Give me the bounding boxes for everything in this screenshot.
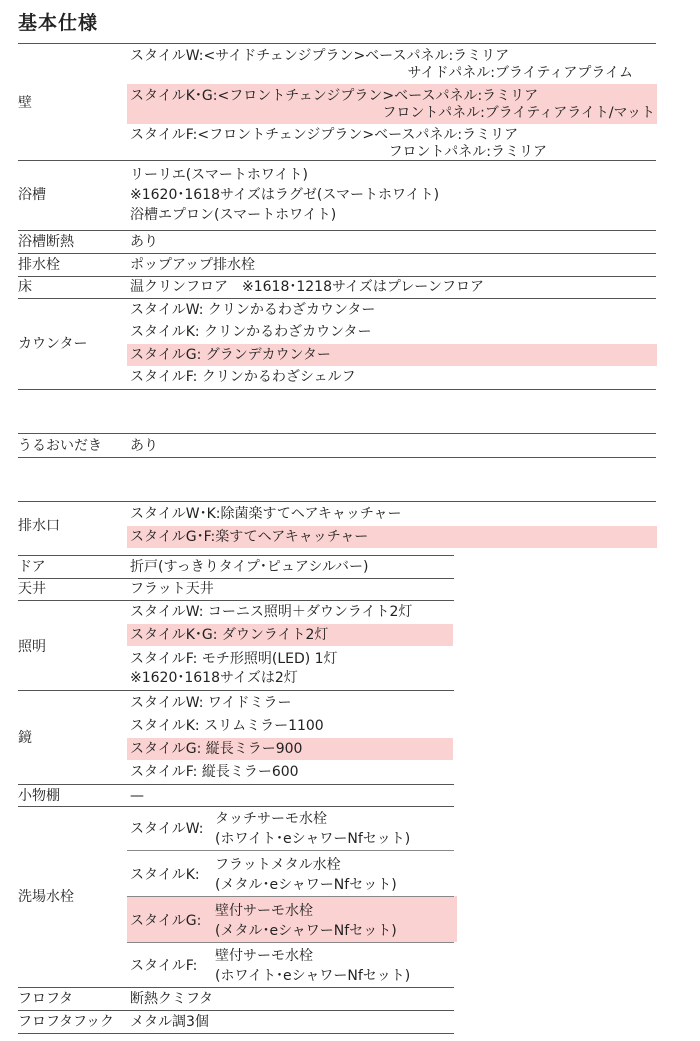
row-divider	[18, 600, 454, 601]
faucet-g-style: スタイルG:	[130, 913, 202, 929]
faucet-k-line2: (メタル･eシャワーNfセット)	[215, 877, 397, 893]
row-divider	[18, 1033, 454, 1034]
faucet-f-line2: (ホワイト･eシャワーNfセット)	[215, 968, 411, 984]
lid-hook-value: メタル調3個	[130, 1014, 209, 1030]
row-divider	[18, 578, 454, 579]
wall-label: 壁	[18, 95, 32, 111]
row-divider	[18, 457, 656, 458]
wall-w-line1: スタイルW:<サイドチェンジプラン>ベースパネル:ラミリア	[130, 48, 510, 64]
lid-label: フロフタ	[18, 991, 74, 1007]
lighting-w: スタイルW: コーニス照明＋ダウンライト2灯	[130, 604, 413, 620]
faucet-sub-divider	[127, 942, 454, 943]
lighting-kg: スタイルK･G: ダウンライト2灯	[130, 627, 329, 643]
row-divider	[18, 230, 656, 231]
mirror-f: スタイルF: 縦長ミラー600	[130, 764, 299, 780]
lighting-f1: スタイルF: モチ形照明(LED) 1灯	[130, 651, 338, 667]
row-divider	[18, 298, 656, 299]
row-divider	[18, 1010, 454, 1011]
floor-value: 温クリンフロア ※1618･1218サイズはプレーンフロア	[130, 279, 485, 295]
row-divider	[18, 690, 454, 691]
moisture-label: うるおいだき	[18, 438, 102, 454]
lid-value: 断熱クミフタ	[130, 991, 214, 1007]
mirror-k: スタイルK: スリムミラー1100	[130, 718, 324, 734]
ceiling-value: フラット天井	[130, 581, 214, 597]
bathtub-label: 浴槽	[18, 187, 46, 203]
insulation-value: あり	[130, 234, 158, 250]
shelf-value: —	[130, 788, 144, 804]
bathtub-line3: 浴槽エプロン(スマートホワイト)	[130, 207, 337, 223]
drain-plug-value: ポップアップ排水栓	[130, 257, 256, 273]
counter-f: スタイルF: クリンかるわざシェルフ	[130, 369, 356, 385]
door-label: ドア	[18, 559, 46, 575]
floor-label: 床	[18, 279, 32, 295]
bathtub-line2: ※1620･1618サイズはラグゼ(スマートホワイト)	[130, 187, 440, 203]
faucet-label: 洗場水栓	[18, 889, 74, 905]
row-divider	[18, 501, 656, 502]
door-value: 折戸(すっきりタイプ･ピュアシルバー)	[130, 559, 369, 575]
row-divider	[18, 389, 656, 390]
row-divider	[18, 784, 454, 785]
counter-k: スタイルK: クリンかるわざカウンター	[130, 324, 372, 340]
faucet-f-line1: 壁付サーモ水栓	[215, 948, 313, 964]
page-title: 基本仕様	[18, 12, 99, 34]
faucet-g-line2: (メタル･eシャワーNfセット)	[215, 923, 397, 939]
wall-kg-line2: フロントパネル:ブライティアライト/マット	[382, 105, 655, 121]
faucet-w-style: スタイルW:	[130, 821, 204, 837]
row-divider	[18, 806, 454, 807]
mirror-w: スタイルW: ワイドミラー	[130, 695, 292, 711]
faucet-w-line1: タッチサーモ水栓	[215, 811, 327, 827]
row-divider	[18, 987, 454, 988]
wall-w-line2: サイドパネル:ブライティアプライム	[407, 65, 633, 81]
ceiling-label: 天井	[18, 581, 46, 597]
lid-hook-label: フロフタフック	[18, 1014, 115, 1030]
row-divider	[18, 253, 656, 254]
mirror-g: スタイルG: 縦長ミラー900	[130, 741, 303, 757]
faucet-g-line1: 壁付サーモ水栓	[215, 903, 313, 919]
drain-plug-label: 排水栓	[18, 257, 60, 273]
wall-kg-line1: スタイルK･G:<フロントチェンジプラン>ベースパネル:ラミリア	[130, 88, 539, 104]
faucet-sub-divider	[127, 850, 454, 851]
shelf-label: 小物棚	[18, 788, 60, 804]
row-divider	[18, 43, 656, 44]
faucet-w-line2: (ホワイト･eシャワーNfセット)	[215, 831, 411, 847]
faucet-sub-divider	[127, 896, 454, 897]
faucet-f-style: スタイルF:	[130, 958, 198, 974]
wall-f-line1: スタイルF:<フロントチェンジプラン>ベースパネル:ラミリア	[130, 127, 519, 143]
drain-label: 排水口	[18, 518, 60, 534]
drain-wk: スタイルW･K:除菌楽すてヘアキャッチャー	[130, 506, 402, 522]
faucet-k-style: スタイルK:	[130, 867, 200, 883]
insulation-label: 浴槽断熱	[18, 234, 74, 250]
lighting-f2: ※1620･1618サイズは2灯	[130, 670, 298, 686]
counter-label: カウンター	[18, 336, 88, 352]
row-divider	[18, 555, 454, 556]
counter-g: スタイルG: グランデカウンター	[130, 347, 331, 363]
row-divider	[18, 160, 656, 161]
moisture-value: あり	[130, 438, 158, 454]
wall-f-line2: フロントパネル:ラミリア	[388, 144, 547, 160]
counter-w: スタイルW: クリンかるわざカウンター	[130, 302, 376, 318]
bathtub-line1: リーリエ(スマートホワイト)	[130, 167, 308, 183]
faucet-k-line1: フラットメタル水栓	[215, 857, 341, 873]
drain-gf: スタイルG･F:楽すてヘアキャッチャー	[130, 529, 369, 545]
row-divider	[18, 433, 656, 434]
lighting-label: 照明	[18, 639, 46, 655]
mirror-label: 鏡	[18, 730, 32, 746]
